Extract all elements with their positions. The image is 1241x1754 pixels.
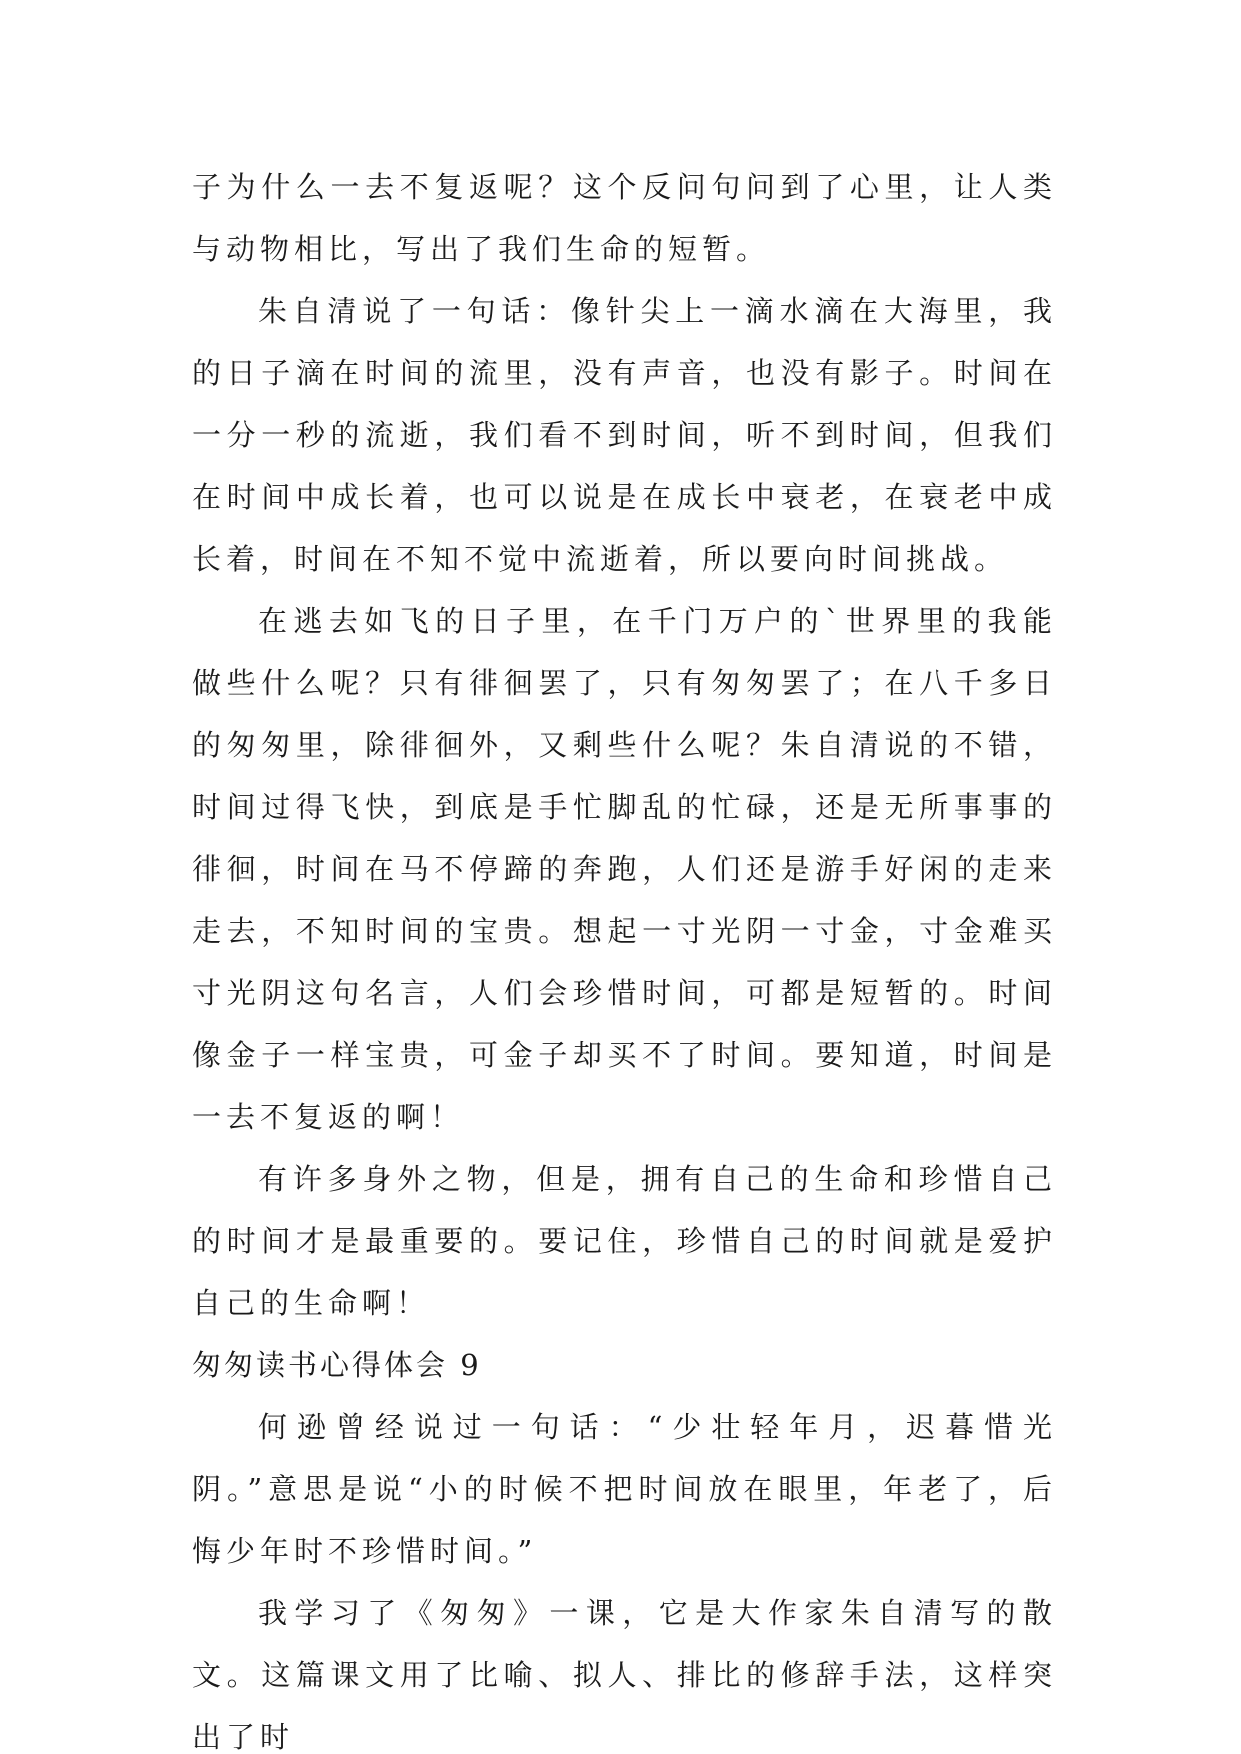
paragraph-continuation: 子为什么一去不复返呢？这个反问句问到了心里，让人类与动物相比，写出了我们生命的短暂。 <box>192 170 1057 266</box>
paragraph-he-xun-quote: 何逊曾经说过一句话：“少壮轻年月，迟暮惜光阴。”意思是说“小的时候不把时间放在眼里，年老了，后悔少年时不珍惜时间。” <box>192 1410 1057 1568</box>
section-heading: 匆匆读书心得体会 9 <box>192 1348 482 1382</box>
paragraph-zhu-ziqing-quote: 朱自清说了一句话：像针尖上一滴水滴在大海里，我的日子滴在时间的流里，没有声音，也没有影子。时间在一分一秒的流逝，我们看不到时间，听不到时间，但我们在时间中成长着，也可以说是在成长中衰老，在衰老中成长着，时间在不知不觉中流逝着，所以要向时间挑战。 <box>192 294 1057 576</box>
document-body <box>192 156 1057 1754</box>
paragraph-cherish-time: 有许多身外之物，但是，拥有自己的生命和珍惜自己的时间才是最重要的。要记住，珍惜自己的时间就是爱护自己的生命啊！ <box>192 1162 1057 1320</box>
paragraph-fleeting-days: 在逃去如飞的日子里，在千门万户的`世界里的我能做些什么呢？只有徘徊罢了，只有匆匆罢了；在八千多日的匆匆里，除徘徊外，又剩些什么呢？朱自清说的不错，时间过得飞快，到底是手忙脚乱的忙碌，还是无所事事的徘徊，时间在马不停蹄的奔跑，人们还是游手好闲的走来走去，不知时间的宝贵。想起一寸光阴一寸金，寸金难买寸光阴这句名言，人们会珍惜时间，可都是短暂的。时间像金子一样宝贵，可金子却买不了时间。要知道，时间是一去不复返的啊！ <box>192 604 1057 1134</box>
paragraph-lesson-intro: 我学习了《匆匆》一课，它是大作家朱自清写的散文。这篇课文用了比喻、拟人、排比的修辞手法，这样突出了时 <box>192 1596 1057 1754</box>
